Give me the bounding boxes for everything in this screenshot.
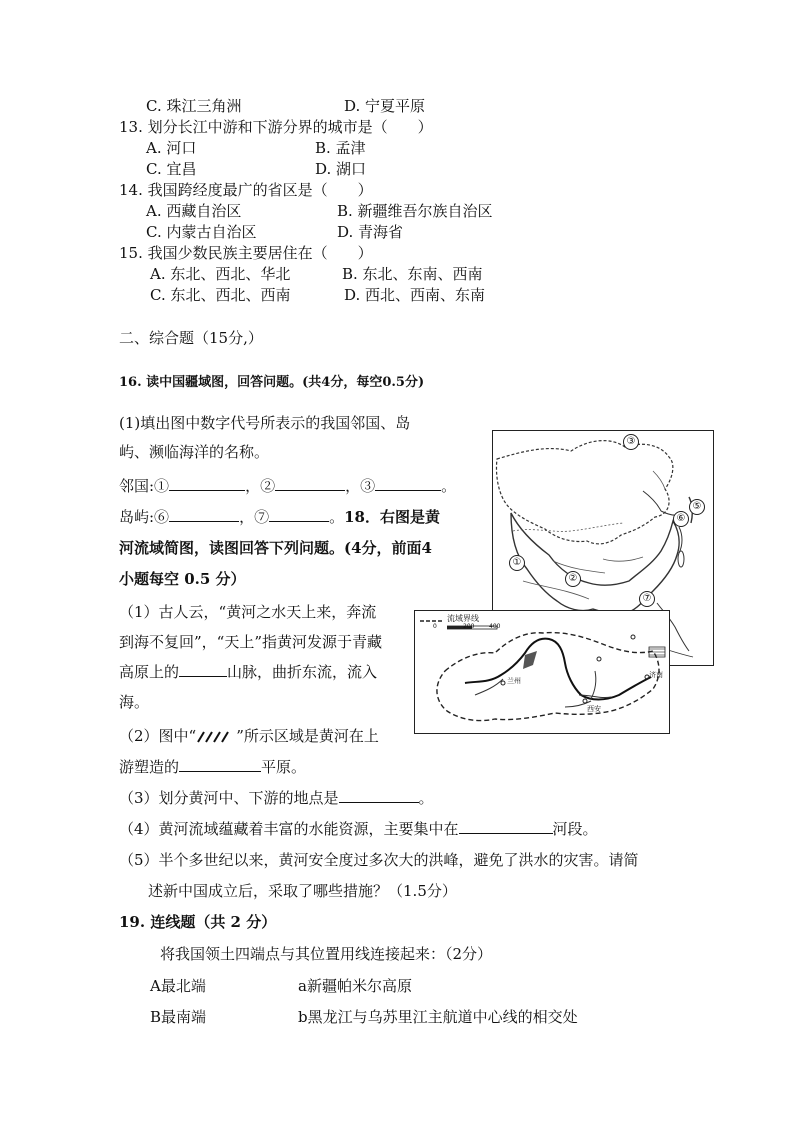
q14-option-c: C. 内蒙古自治区 [146,223,257,241]
q15-stem: 15. 我国少数民族主要居住在（ ） [119,244,373,262]
p2-text-c: 游塑造的 [119,758,180,776]
q15-option-d: D. 西北、西南、东南 [344,286,486,304]
q16-neighbors-line [119,476,456,496]
q16-islands-line [119,507,440,527]
q14-option-a: A. 西藏自治区 [146,202,242,220]
p4-text-b: 河段。 [552,820,598,838]
p2-text-a: （2）图中“ [119,727,197,745]
city-xian: 西安 [587,705,601,713]
map-label-1: ① [509,555,525,571]
mountain-blank[interactable] [179,662,227,677]
q18-p2-line2 [119,757,306,777]
q18-p5-line1: （5）半个多世纪以来，黄河安全度过多次大的洪峰，避免了洪水的灾害。请简 [119,851,639,869]
yellow-river-map [414,610,670,734]
q19-right-b[interactable]: b黑龙江与乌苏里江主航道中心线的相交处 [298,1008,578,1026]
q18-p2-line1 [119,726,379,746]
scale-200: 200 [463,623,475,630]
legend-label: 流域界线 [447,614,479,623]
city-lanzhou: 兰州 [507,677,521,685]
neighbor-3-blank[interactable] [375,476,441,491]
q12-option-c: C. 珠江三角洲 [146,97,242,115]
section-2-title: 二、综合题（15分,） [119,329,263,347]
q13-option-d: D. 湖口 [315,160,367,178]
q14-stem: 14. 我国跨经度最广的省区是（ ） [119,181,373,199]
map-label-7: ⑦ [639,591,655,607]
q18-p1-line2: 到海不复回”，“天上”指黄河发源于青藏 [119,633,383,651]
q19-right-a[interactable]: a新疆帕米尔高原 [298,977,412,995]
neighbors-label: 邻国:① [119,477,170,495]
scale-0: 0 [433,623,437,630]
p3-text-a: （3）划分黄河中、下游的地点是 [119,789,339,807]
q13-option-c: C. 宜昌 [146,160,197,178]
q16-part1-line1: (1)填出图中数字代号所表示的我国邻国、岛 [119,414,411,432]
q15-option-b: B. 东北、东南、西南 [342,265,483,283]
hatch-symbol-icon [196,731,236,743]
q13-stem: 13. 划分长江中游和下游分界的城市是（ ） [119,118,433,136]
map-label-2: ② [565,571,581,587]
p2-text-b: ”所示区域是黄河在上 [236,727,379,745]
q18-intro-line2: 河流域简图，读图回答下列问题。(4分，前面4 [119,539,432,557]
p1-text-b: 山脉，曲折东流，流入 [227,663,378,681]
neighbor-2-label: ，② [245,477,276,495]
q14-option-b: B. 新疆维吾尔族自治区 [337,202,493,220]
scale-400: 400 [489,623,501,630]
map-label-6: ⑥ [673,511,689,527]
islands-label: 岛屿:⑥ [119,508,170,526]
q18-p3 [119,788,434,808]
p4-text-a: （4）黄河流域蕴藏着丰富的水能资源，主要集中在 [119,820,459,838]
q19-instruction: 将我国领土四端点与其位置用线连接起来：（2分） [160,945,493,963]
q13-option-a: A. 河口 [146,139,197,157]
yellow-river-graphic [415,611,669,733]
neighbor-3-label: ，③ [345,477,376,495]
map-label-5: ⑤ [689,499,705,515]
q16-part1-line2: 屿、濒临海洋的名称。 [119,443,270,461]
plain-blank[interactable] [179,757,261,772]
q18-p1-line1: （1）古人云，“黄河之水天上来，奔流 [119,603,377,621]
q19-title: 19. 连线题（共 2 分） [119,913,277,931]
q15-option-a: A. 东北、西北、华北 [150,265,291,283]
p1-text-a: 高原上的 [119,663,180,681]
hydropower-section-blank[interactable] [459,819,553,834]
map-label-3: ③ [623,434,639,450]
q15-option-c: C. 东北、西北、西南 [150,286,291,304]
q14-option-d: D. 青海省 [337,223,404,241]
p2-text-d: 平原。 [261,758,307,776]
q18-intro-line3: 小题每空 0.5 分） [119,570,246,588]
q19-left-b[interactable]: B最南端 [150,1008,207,1026]
neighbors-end: 。 [441,477,457,495]
q13-option-b: B. 孟津 [315,139,366,157]
neighbor-1-blank[interactable] [169,476,245,491]
q18-p1-line3 [119,662,377,682]
q19-left-a[interactable]: A最北端 [150,977,206,995]
p3-text-b: 。 [418,789,434,807]
island-7-blank[interactable] [269,507,329,522]
midstream-boundary-blank[interactable] [339,788,419,803]
q18-p1-line4: 海。 [119,693,150,711]
islands-end: 。 [329,508,345,526]
q18-p5-line2: 述新中国成立后，采取了哪些措施？（1.5分） [148,882,457,900]
q18-intro-inline: 18．右图是黄 [344,508,440,526]
island-6-blank[interactable] [169,507,239,522]
neighbor-2-blank[interactable] [275,476,345,491]
q16-title: 16. 读中国疆域图，回答问题。(共4分，每空0.5分) [119,375,425,390]
q18-p4 [119,819,598,839]
island-7-label: ，⑦ [239,508,270,526]
q12-option-d: D. 宁夏平原 [344,97,426,115]
city-jinan: 济南 [649,671,663,679]
